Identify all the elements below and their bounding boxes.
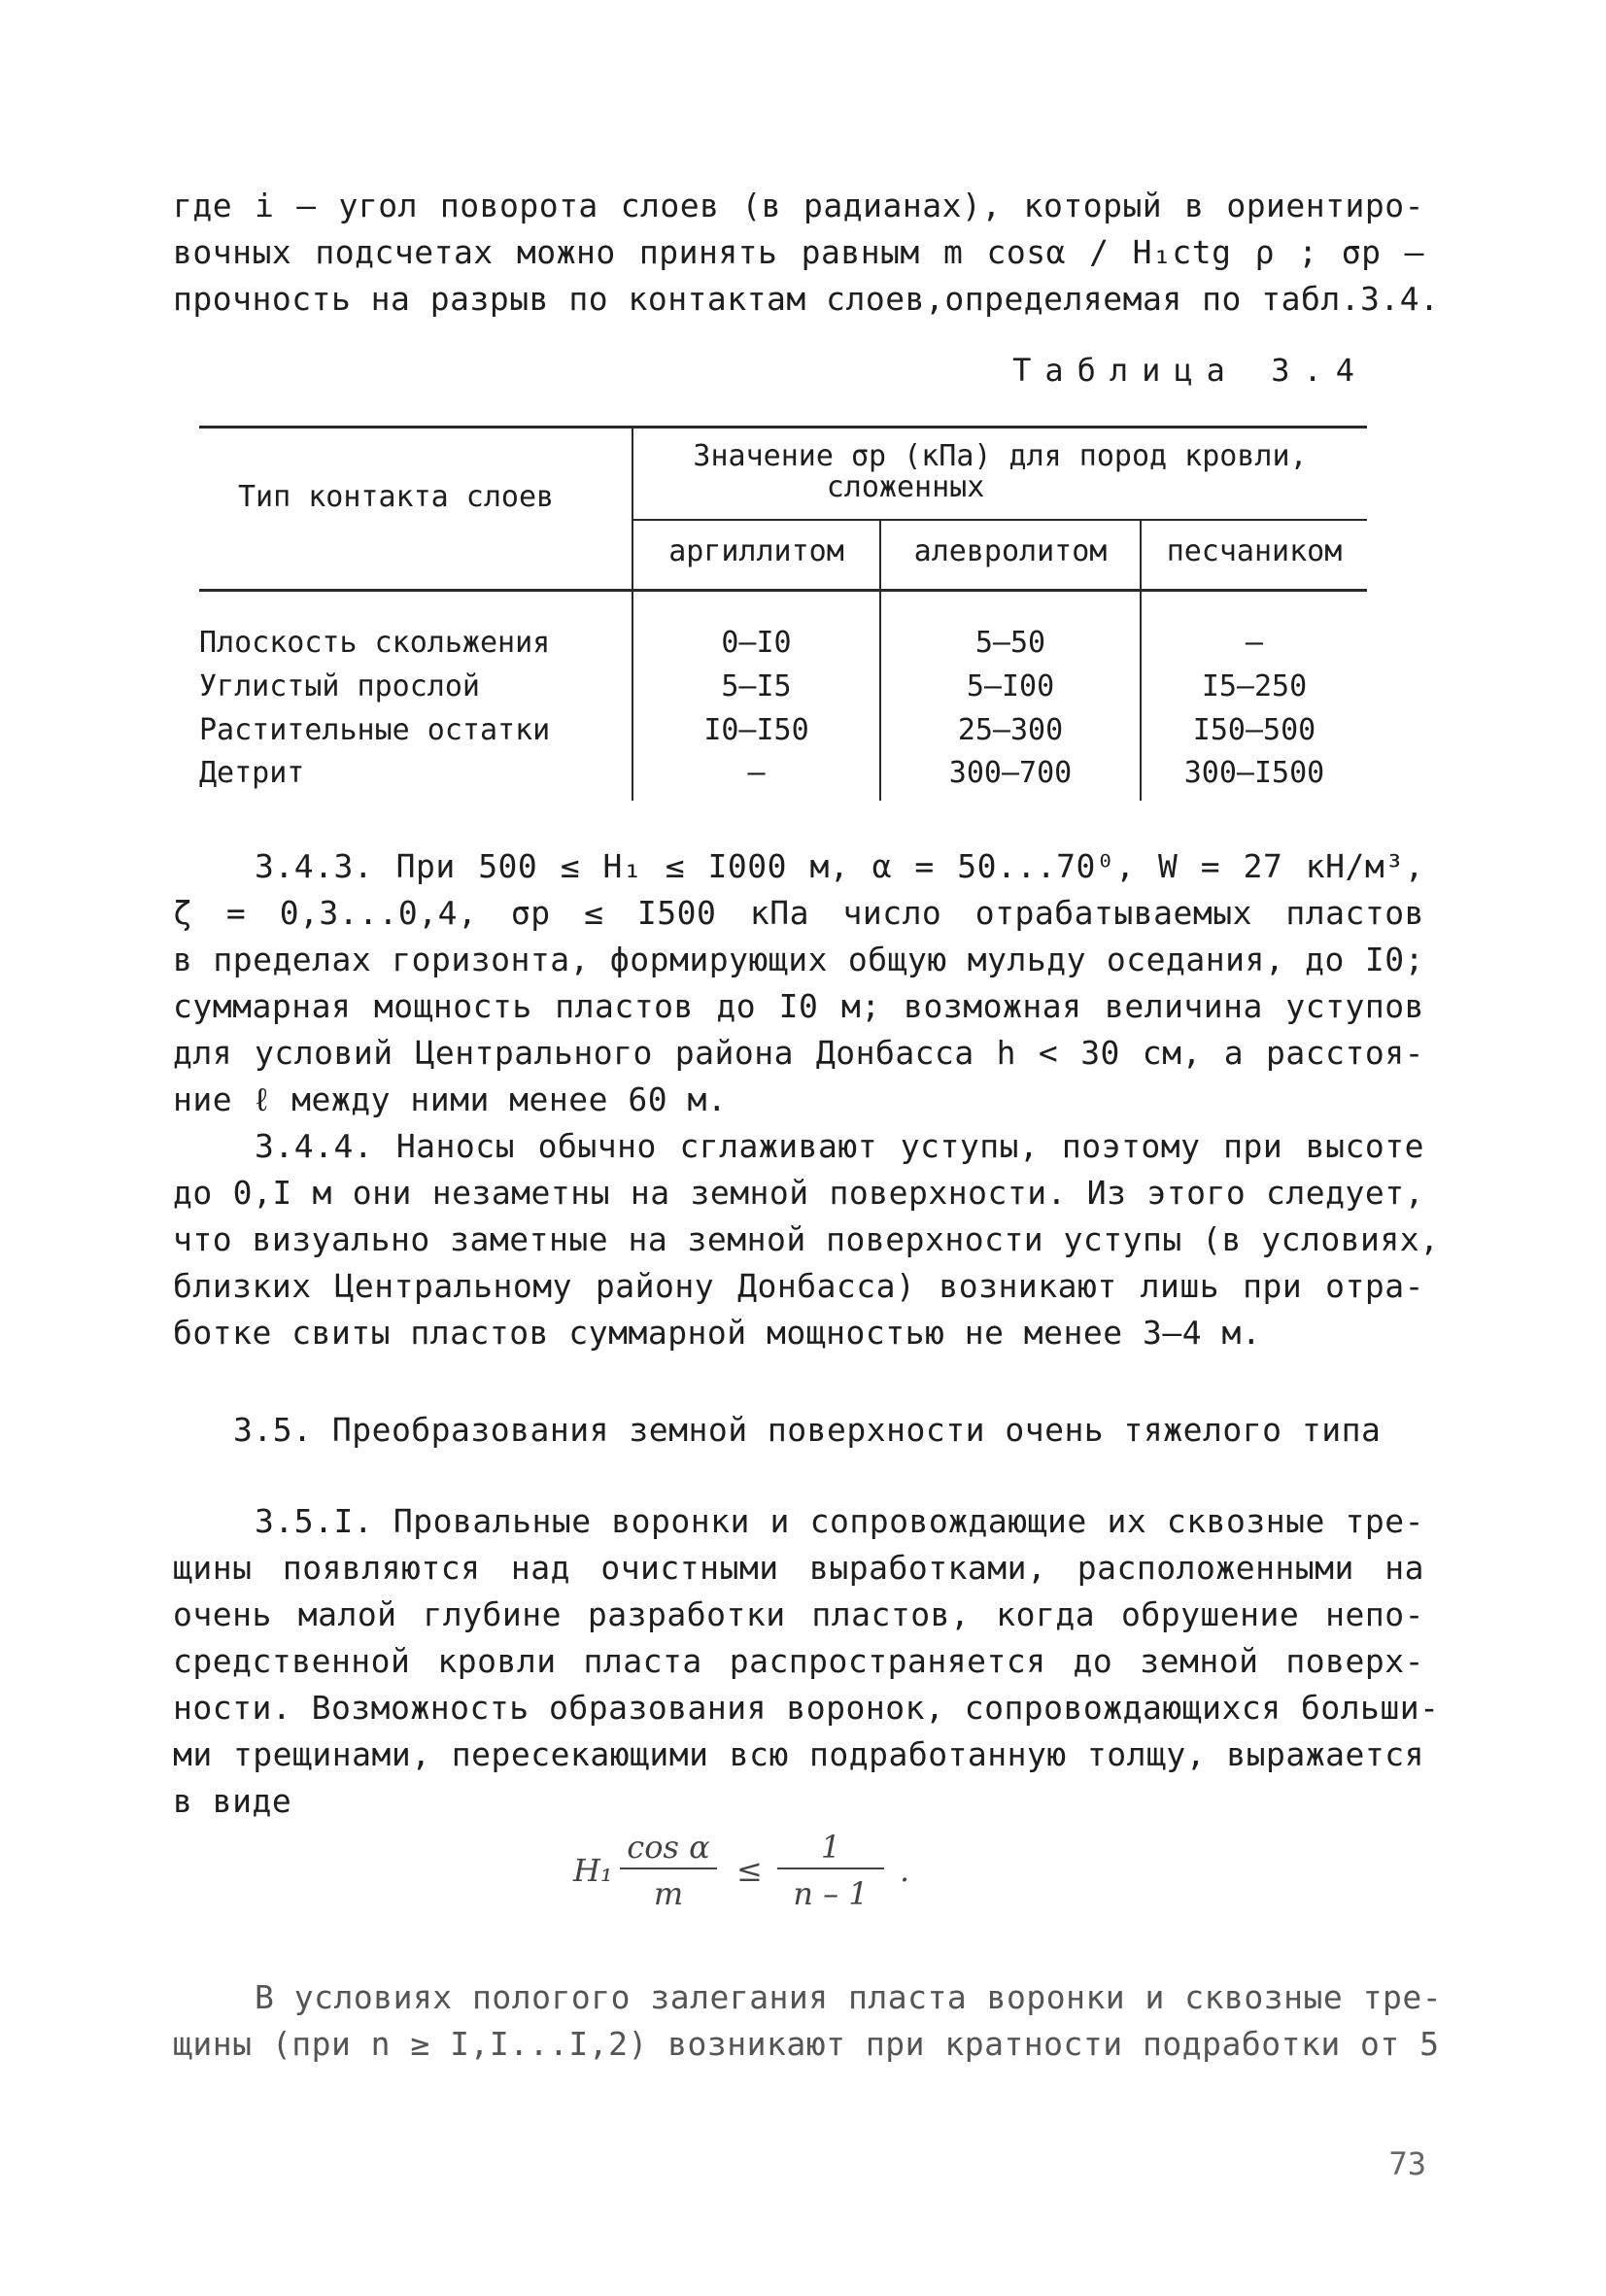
intro-line-1: где i – угол поворота слоев (в радианах), который в ориентиро- [173, 187, 1424, 224]
formula-rhs-fraction-bar [777, 1868, 884, 1869]
intro-line-3: прочность на разрыв по контактам слоев,определяемая по табл.3.4. [173, 280, 1440, 318]
row-value: 5–I00 [966, 669, 1055, 703]
p344-line-5: ботке свиты пластов суммарной мощностью не менее 3–4 м. [173, 1314, 1262, 1352]
p344-line-4: близких Центральному району Донбасса) возникают лишь при отра- [173, 1267, 1424, 1305]
row-type: Детрит [199, 756, 305, 790]
row-value: – [747, 756, 766, 790]
p344-line-3: что визуально заметные на земной поверхности уступы (в условиях, [173, 1220, 1440, 1258]
table-header-bottom-rule [199, 589, 1367, 592]
p351-line-3: очень малой глубине разработки пластов, когда обрушение непо- [173, 1595, 1424, 1633]
formula-rhs-num: 1 [820, 1829, 841, 1866]
p343-line-6: ние ℓ между ними менее 60 м. [173, 1080, 728, 1118]
p344-line-1: 3.4.4. Наносы обычно сглаживают уступы, поэтому при высоте [255, 1127, 1424, 1165]
p351-line-7: в виде [173, 1782, 292, 1820]
section-heading: 3.5. Преобразования земной поверхности очень тяжелого типа [233, 1411, 1382, 1449]
formula-lhs-fraction-bar [620, 1868, 717, 1869]
row-value: I50–500 [1192, 713, 1316, 747]
header-contact-type: Тип контакта слоев [238, 480, 555, 514]
p351-line-5: ности. Возможность образования воронок, сопровождающихся больши- [173, 1689, 1440, 1727]
table-mid-rule [632, 519, 1367, 521]
column-argillite: аргиллитом [668, 534, 844, 568]
intro-line-2: вочных подсчетах можно принять равным m cosα / H₁ctg ρ ; σp – [173, 233, 1424, 271]
column-sandstone: песчаником [1166, 534, 1343, 568]
row-type: Растительные остатки [199, 713, 551, 747]
row-value: 300–700 [948, 756, 1073, 790]
formula-lhs-num: cos α [627, 1829, 710, 1866]
closing-line-2: щины (при n ≥ I,I...I,2) возникают при кратности подработки от 5 [173, 2025, 1440, 2063]
p344-line-2: до 0,I м они незаметны на земной поверхности. Из этого следует, [173, 1174, 1424, 1212]
header-value-2: сложенных [826, 470, 985, 504]
row-value: I5–250 [1201, 669, 1308, 703]
row-value: – [1245, 626, 1264, 660]
column-siltstone: алевролитом [913, 534, 1108, 568]
table-3-4 [199, 426, 1367, 801]
formula-rhs-den: n – 1 [793, 1875, 869, 1912]
formula-end: . [900, 1852, 910, 1889]
table-caption: Таблица 3.4 [1012, 352, 1368, 389]
formula-lhs-var: H₁ [573, 1852, 613, 1889]
closing-line-1: В условиях пологого залегания пласта воронки и сквозные тре- [255, 1978, 1443, 2016]
p351-line-2: щины появляются над очистными выработками, расположенными на [173, 1549, 1424, 1587]
row-value: 0–I0 [721, 626, 792, 660]
row-type: Углистый прослой [199, 669, 480, 703]
header-value: Значение σp (кПа) для пород кровли, [693, 439, 1308, 473]
p343-line-5: для условий Центрального района Донбасса h < 30 см, а расстоя- [173, 1034, 1424, 1072]
row-type: Плоскость скольжения [199, 626, 551, 660]
p351-line-4: средственной кровли пласта распространяется до земной поверх- [173, 1642, 1424, 1680]
row-value: 25–300 [957, 713, 1064, 747]
p343-line-4: суммарная мощность пластов до I0 м; возможная величина уступов [173, 987, 1424, 1025]
row-value: 5–I5 [721, 669, 792, 703]
page-number: 73 [1388, 2145, 1426, 2182]
formula-relation: ≤ [736, 1852, 763, 1889]
p343-line-2: ζ = 0,3...0,4, σp ≤ I500 кПа число отрабатываемых пластов [173, 894, 1424, 932]
row-value: 5–50 [974, 626, 1046, 660]
p343-line-1: 3.4.3. При 500 ≤ H₁ ≤ I000 м, α = 50...70⁰, W = 27 кН/м³, [255, 847, 1424, 885]
p351-line-6: ми трещинами, пересекающими всю подработанную толщу, выражается [173, 1735, 1424, 1773]
row-value: I0–I50 [703, 713, 809, 747]
formula-lhs-den: m [653, 1875, 684, 1912]
row-value: 300–I500 [1183, 756, 1325, 790]
p351-line-1: 3.5.I. Провальные воронки и сопровождающие их сквозные тре- [255, 1502, 1424, 1540]
table-top-rule [199, 426, 1367, 428]
p343-line-3: в пределах горизонта, формирующих общую мульду оседания, до I0; [173, 941, 1424, 978]
